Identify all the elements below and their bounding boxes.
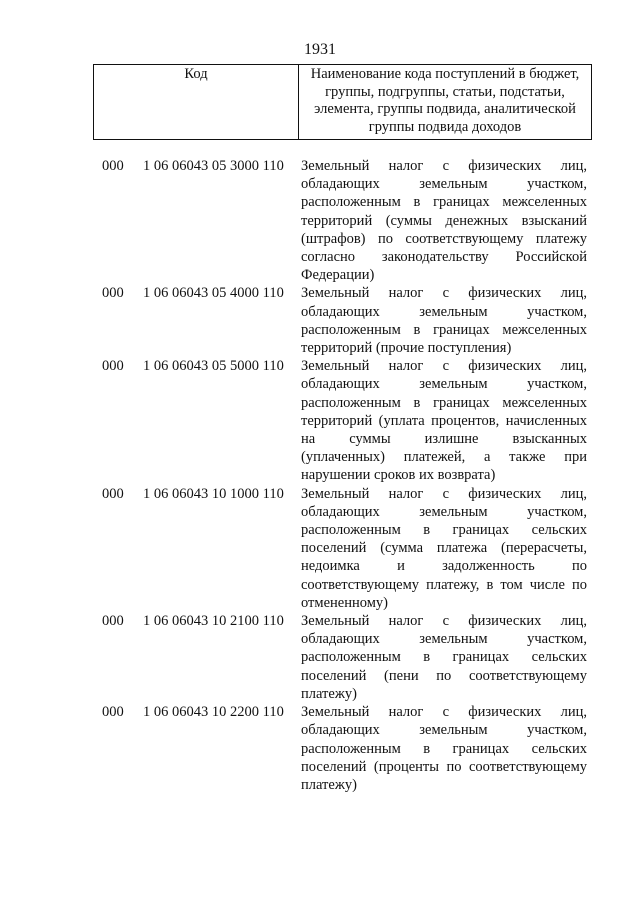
description-word: обладающих [301, 503, 380, 520]
revenue-code: 1 06 06043 10 1000 110 [143, 485, 284, 502]
revenue-description [301, 485, 587, 612]
description-word: расположенным [301, 394, 401, 411]
admin-code: 000 [102, 613, 124, 630]
description-word: земельным [419, 376, 488, 393]
description-line [301, 485, 587, 503]
table-row [0, 485, 640, 612]
description-line [301, 576, 587, 594]
description-line [301, 630, 587, 648]
description-word: Земельный [301, 358, 370, 375]
description-word: соответствующему [405, 230, 524, 247]
table-header [93, 64, 592, 140]
description-word: налог [388, 285, 424, 302]
description-line [301, 175, 587, 193]
description-word: также [509, 449, 546, 466]
description-word: обладающих [301, 722, 380, 739]
description-word: налог [388, 613, 424, 630]
description-word: взысканных [512, 431, 587, 448]
description-word: недоимка [301, 558, 360, 575]
description-word: денежных [445, 212, 509, 229]
description-line [301, 430, 587, 448]
table-row [0, 284, 640, 357]
table-row [0, 703, 640, 794]
description-word: при [564, 449, 587, 466]
description-word: в [423, 522, 431, 539]
description-word: соответствующему [468, 667, 587, 684]
description-word: расположенным [301, 522, 401, 539]
header-name-line: Наименование кода поступлений в бюджет, [310, 66, 580, 82]
description-word: процентов, [431, 412, 500, 429]
admin-code: 000 [102, 358, 124, 375]
description-word: расположенным [301, 321, 401, 338]
description-line [301, 303, 587, 321]
table-row [0, 357, 640, 484]
description-word: а [483, 449, 491, 466]
revenue-description [301, 357, 587, 484]
description-line [301, 721, 587, 739]
description-line [301, 375, 587, 393]
description-line [301, 557, 587, 575]
revenue-code: 1 06 06043 05 4000 110 [143, 285, 284, 302]
description-word: лиц, [560, 704, 587, 721]
description-line [301, 394, 587, 412]
revenue-description [301, 284, 587, 357]
description-word: границах [433, 194, 490, 211]
description-line [301, 230, 587, 248]
revenue-description [301, 612, 587, 703]
description-word: поселений [301, 540, 367, 557]
revenue-code: 1 06 06043 05 5000 110 [143, 358, 284, 375]
description-word: по [436, 667, 452, 684]
description-word: физических [468, 285, 542, 302]
description-word: том [500, 576, 523, 593]
description-line [301, 539, 587, 557]
description-word: Земельный [301, 485, 370, 502]
description-word: платежу [535, 230, 587, 247]
description-word: (суммы [385, 212, 432, 229]
header-code-cell: Код [94, 65, 299, 139]
description-word: начисленных [505, 412, 587, 429]
revenue-description [301, 703, 587, 794]
description-line [301, 412, 587, 430]
description-line: платежу) [301, 685, 357, 702]
description-word: физических [468, 358, 542, 375]
description-word: согласно [301, 249, 356, 266]
description-word: обладающих [301, 176, 380, 193]
description-word: Земельный [301, 285, 370, 302]
description-line [301, 703, 587, 721]
description-line: Федерации) [301, 267, 375, 284]
admin-code: 000 [102, 285, 124, 302]
description-word: с [442, 485, 449, 502]
description-line [301, 667, 587, 685]
description-word: границах [452, 522, 510, 539]
description-word: Российской [515, 249, 587, 266]
description-word: земельным [419, 503, 488, 520]
description-word: с [442, 613, 449, 630]
description-word: задолженность [442, 558, 535, 575]
revenue-code: 1 06 06043 10 2100 110 [143, 613, 284, 630]
description-word: по [377, 230, 393, 247]
description-word: сельских [531, 649, 587, 666]
description-word: (уплаченных) [301, 449, 385, 466]
description-line: платежу) [301, 776, 357, 793]
description-word: участком, [527, 722, 587, 739]
description-line [301, 612, 587, 630]
description-word: с [442, 704, 449, 721]
description-word: с [442, 285, 449, 302]
description-word: Земельный [301, 158, 370, 174]
description-word: с [442, 358, 449, 375]
description-word: земельным [419, 176, 488, 193]
description-word: границах [433, 321, 490, 338]
description-word: (перерасчеты, [500, 540, 587, 557]
description-word: по [571, 576, 587, 593]
description-word: земельным [419, 631, 488, 648]
description-word: на [301, 431, 316, 448]
description-line [301, 284, 587, 302]
table-row [0, 612, 640, 703]
description-line [301, 521, 587, 539]
description-line [301, 193, 587, 211]
description-word: поселений [301, 758, 367, 775]
description-word: числе [529, 576, 565, 593]
description-word: физических [468, 485, 542, 502]
description-word: (уплата [378, 412, 425, 429]
description-word: законодательству [381, 249, 489, 266]
description-word: участком, [527, 376, 587, 393]
description-word: границах [433, 394, 490, 411]
description-word: сельских [531, 522, 587, 539]
description-line [301, 248, 587, 266]
description-word: физических [468, 158, 542, 174]
revenue-description [301, 157, 587, 284]
description-line [301, 321, 587, 339]
description-word: межселенных [502, 394, 587, 411]
description-word: Земельный [301, 704, 370, 721]
description-line [301, 740, 587, 758]
description-word: в [413, 194, 421, 211]
description-word: (сумма [380, 540, 424, 557]
description-word: соответствующему [468, 758, 587, 775]
description-word: и [397, 558, 405, 575]
description-word: налог [388, 158, 424, 174]
description-word: межселенных [502, 321, 587, 338]
description-word: участком, [527, 631, 587, 648]
description-word: обладающих [301, 303, 380, 320]
description-word: с [442, 158, 449, 174]
description-word: платежа [436, 540, 488, 557]
revenue-code: 1 06 06043 05 3000 110 [143, 158, 284, 174]
description-word: суммы [349, 431, 391, 448]
description-word: в [413, 394, 421, 411]
description-word: соответствующему [301, 576, 420, 593]
description-word: участком, [527, 503, 587, 520]
description-word: по [571, 558, 587, 575]
description-word: в [423, 649, 431, 666]
description-line [301, 357, 587, 375]
page-number: 1931 [304, 41, 336, 58]
description-word: территорий [301, 412, 373, 429]
description-word: сельских [531, 740, 587, 757]
description-word: расположенным [301, 740, 401, 757]
description-word: расположенным [301, 194, 401, 211]
description-line [301, 448, 587, 466]
revenue-code: 1 06 06043 10 2200 110 [143, 704, 284, 721]
description-word: лиц, [560, 485, 587, 502]
description-line [301, 648, 587, 666]
description-word: (штрафов) [301, 230, 366, 247]
description-word: земельным [419, 303, 488, 320]
description-word: налог [388, 485, 424, 502]
description-line [301, 212, 587, 230]
header-name-cell [299, 65, 591, 139]
description-line: нарушении сроков их возврата) [301, 467, 496, 484]
description-word: обладающих [301, 631, 380, 648]
table-row [0, 157, 640, 284]
table-body [0, 157, 640, 794]
description-word: лиц, [560, 358, 587, 375]
admin-code: 000 [102, 704, 124, 721]
description-word: лиц, [560, 158, 587, 174]
description-line: отмененному) [301, 594, 388, 611]
description-word: поселений [301, 667, 367, 684]
description-line [301, 503, 587, 521]
description-word: границах [452, 649, 510, 666]
admin-code: 000 [102, 158, 124, 174]
description-word: взысканий [521, 212, 587, 229]
description-word: налог [388, 358, 424, 375]
description-word: (пени [384, 667, 419, 684]
description-word: территорий [301, 212, 373, 229]
description-word: платежу, [426, 576, 480, 593]
description-word: земельным [419, 722, 488, 739]
description-line [301, 758, 587, 776]
description-word: участком, [527, 303, 587, 320]
description-word: лиц, [560, 613, 587, 630]
description-word: физических [468, 704, 542, 721]
description-word: обладающих [301, 376, 380, 393]
admin-code: 000 [102, 485, 124, 502]
description-word: Земельный [301, 613, 370, 630]
description-word: излишне [424, 431, 479, 448]
description-word: по [446, 758, 462, 775]
description-word: платежей, [403, 449, 466, 466]
description-line [301, 157, 587, 175]
description-word: межселенных [502, 194, 587, 211]
description-word: в [486, 576, 494, 593]
description-word: участком, [527, 176, 587, 193]
header-name-line: элемента, группы подвида, аналитической [314, 101, 576, 117]
description-line: территорий (прочие поступления) [301, 340, 512, 357]
header-name-line: группы, подгруппы, статьи, подстатьи, [325, 83, 565, 100]
description-word: физических [468, 613, 542, 630]
description-word: (проценты [373, 758, 439, 775]
description-word: лиц, [560, 285, 587, 302]
description-word: в [413, 321, 421, 338]
description-word: границах [452, 740, 510, 757]
description-word: налог [388, 704, 424, 721]
description-word: в [423, 740, 431, 757]
description-word: расположенным [301, 649, 401, 666]
header-name-line: группы подвида доходов [368, 118, 522, 135]
